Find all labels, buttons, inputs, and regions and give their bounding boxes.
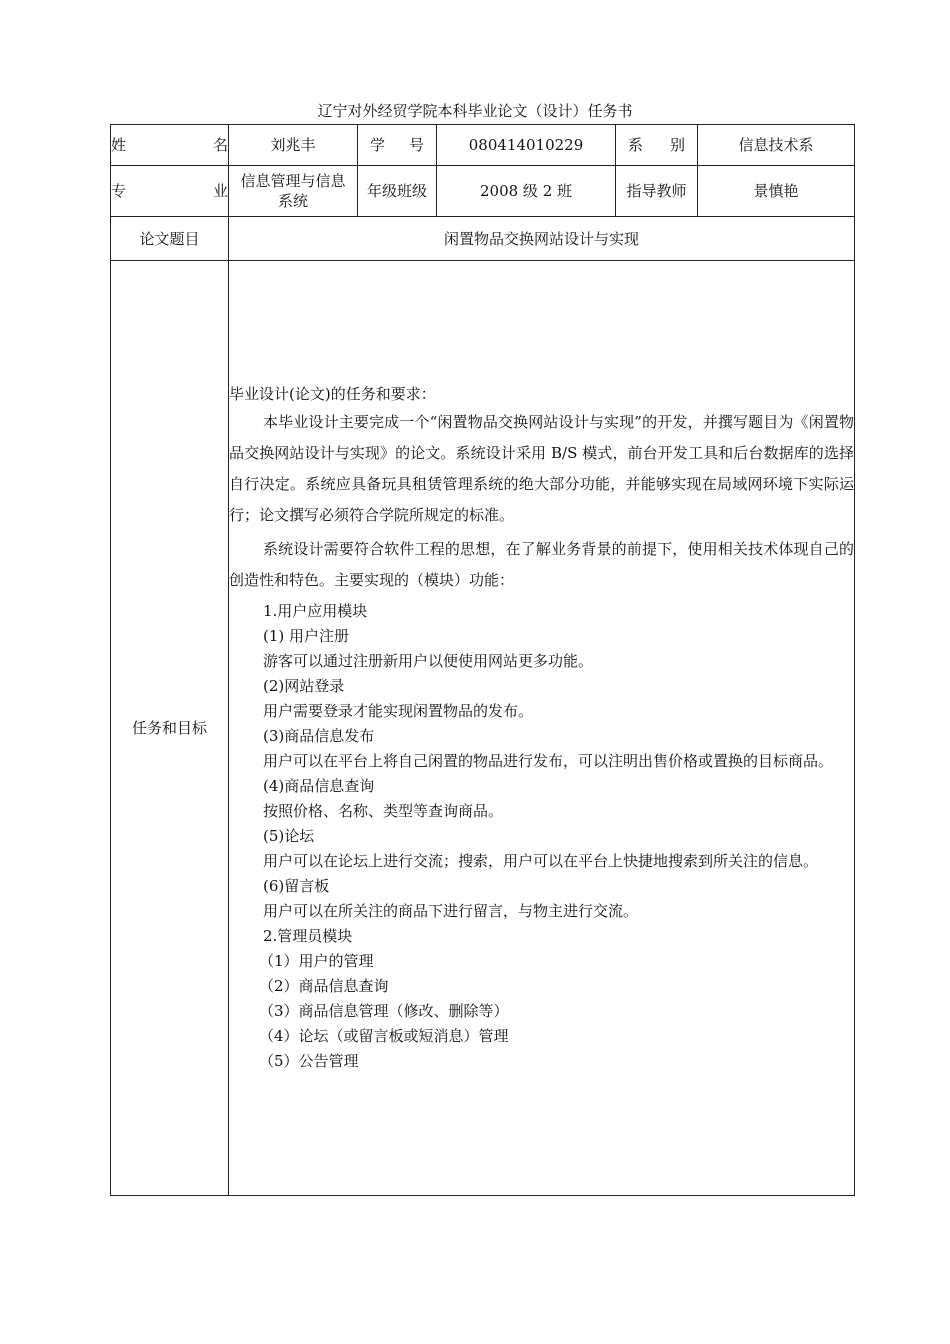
requirements-paragraph: 本毕业设计主要完成一个“闲置物品交换网站设计与实现”的开发，并撰写题目为《闲置物品交换网站设计与实现》的论文。系统设计采用 B/S 模式，前台开发工具和后台数据库的选择自行决定。系统应具备玩具租赁管理系统的绝大部分功能，并能够实现在局域网环境下实际运行；论文撰写必须符合学院所规定的标准。 xyxy=(229,413,854,524)
department-label: 系 别 xyxy=(616,125,698,166)
registration-title: (1) 用户注册 xyxy=(263,627,350,645)
student-info-row xyxy=(111,125,855,166)
major-value: 信息管理与信息系统 xyxy=(229,166,358,217)
department-value: 信息技术系 xyxy=(698,125,855,166)
login-title: (2)网站登录 xyxy=(263,677,345,695)
publish-desc: 用户可以在平台上将自己闲置的物品进行发布，可以注明出售价格或置换的目标商品。 xyxy=(263,752,834,770)
admin-item: （5）公告管理 xyxy=(259,1052,359,1070)
topic-row xyxy=(111,217,855,261)
tasks-heading: 毕业设计(论文)的任务和要求： xyxy=(229,385,436,403)
message-board-title: (6)留言板 xyxy=(263,877,330,895)
admin-item: （4）论坛（或留言板或短消息）管理 xyxy=(259,1027,509,1045)
login-desc: 用户需要登录才能实现闲置物品的发布。 xyxy=(263,702,534,720)
topic-label: 论文题目 xyxy=(111,217,229,261)
tasks-content xyxy=(229,261,855,1196)
class-value: 2008 级 2 班 xyxy=(437,166,616,217)
student-id-value: 080414010229 xyxy=(437,125,616,166)
name-value: 刘兆丰 xyxy=(229,125,358,166)
task-sheet-table xyxy=(110,124,855,1196)
query-title: (4)商品信息查询 xyxy=(263,777,375,795)
tasks-row xyxy=(111,261,855,1196)
message-board-desc: 用户可以在所关注的商品下进行留言，与物主进行交流。 xyxy=(263,902,639,920)
user-module-title: 1.用户应用模块 xyxy=(263,602,368,620)
advisor-value: 景慎艳 xyxy=(698,166,855,217)
design-paragraph: 系统设计需要符合软件工程的思想，在了解业务背景的前提下，使用相关技术体现自己的创造性和特色。主要实现的（模块）功能： xyxy=(229,540,854,589)
advisor-label: 指导教师 xyxy=(616,166,698,217)
student-id-label: 学 号 xyxy=(358,125,437,166)
name-label: 姓 名 xyxy=(111,125,229,166)
major-info-row xyxy=(111,166,855,217)
forum-desc: 用户可以在论坛上进行交流；搜索，用户可以在平台上快捷地搜索到所关注的信息。 xyxy=(263,852,819,870)
class-label: 年级班级 xyxy=(358,166,437,217)
admin-item: （2）商品信息查询 xyxy=(259,977,389,995)
major-label: 专 业 xyxy=(111,166,229,217)
forum-title: (5)论坛 xyxy=(263,827,315,845)
query-desc: 按照价格、名称、类型等查询商品。 xyxy=(263,802,504,820)
registration-desc: 游客可以通过注册新用户以便使用网站更多功能。 xyxy=(263,652,594,670)
admin-item: （1）用户的管理 xyxy=(259,952,374,970)
tasks-label: 任务和目标 xyxy=(111,261,229,1196)
admin-module-title: 2.管理员模块 xyxy=(263,927,353,945)
topic-value: 闲置物品交换网站设计与实现 xyxy=(229,217,855,261)
admin-item: （3）商品信息管理（修改、删除等） xyxy=(259,1002,509,1020)
publish-title: (3)商品信息发布 xyxy=(263,727,375,745)
document-title: 辽宁对外经贸学院本科毕业论文（设计）任务书 xyxy=(317,102,633,120)
